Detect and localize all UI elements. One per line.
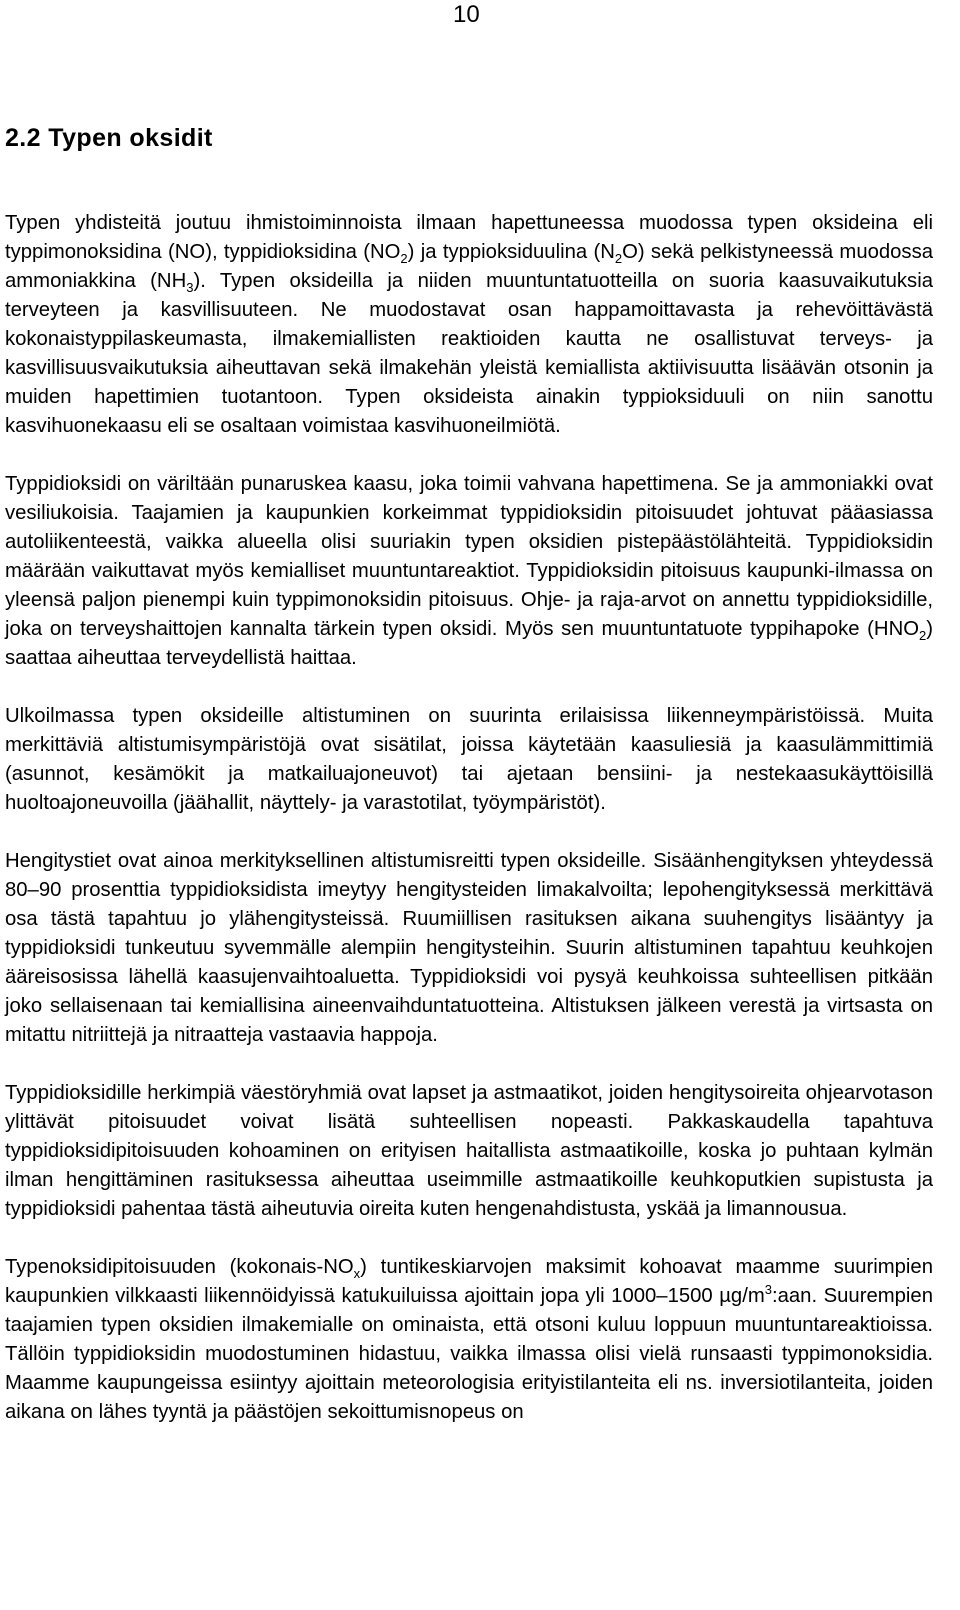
text-segment: ). Typen oksideilla ja niiden muuntuntatuotteilla on suoria kaasuvaikutuksia terveyteen ja kasvillisuuteen. Ne muodostavat osan happamoittavasta ja rehevöittävästä kokonaistyppilaskeumasta, ilmakemiallisten reaktioiden kautta ne osallistuvat terveys- ja kasvillisuusvaikutuksia aiheuttavan sekä ilmakehän yleistä kemiallista aktiivisuutta lisäävän otsonin ja muiden hapettimien tuotantoon. Typen oksideista ainakin typpioksiduuli on niin sanottu kasvihuonekaasu eli se osaltaan voimistaa kasvihuoneilmiötä. <box>5 270 933 437</box>
subscript: 3 <box>186 280 194 296</box>
section-heading: 2.2 Typen oksidit <box>5 124 213 152</box>
paragraph-typen-yhdisteet <box>5 209 933 441</box>
page-number: 10 <box>453 1 480 28</box>
paragraph-herkat-ryhmat <box>5 1079 933 1224</box>
text-segment: ) tuntikeskiarvojen maksimit kohoavat maamme suurimpien kaupunkien vilkkaasti liikennöidyissä katukuiluissa ajoittain jopa yli 1000–1500 µg/m <box>5 1256 933 1307</box>
subscript: x <box>353 1266 361 1282</box>
paragraph-ulkoilma <box>5 702 933 818</box>
text-segment: Typen yhdisteitä joutuu ihmistoiminnoista ilmaan hapettuneessa muodossa typen oksideina eli typpimonoksidina (NO), typpidioksidina (NO <box>5 212 933 263</box>
paragraph-hengitystiet <box>5 847 933 1050</box>
subscript: 2 <box>614 251 623 267</box>
text-segment: Ulkoilmassa typen oksideille altistuminen on suurinta erilaisissa liikenneympäristöissä. Muita merkittäviä altistumisympäristöjä ovat sisätilat, joissa käytetään kaasuliesiä ja kaasulämmittimiä (asunnot, kesämökit ja matkailuajoneuvot) tai ajetaan bensiini- ja nestekaasukäyttöisillä huoltoajoneuvoilla (jäähallit, näyttely- ja varastotilat, työympäristöt). <box>5 705 933 814</box>
superscript: 3 <box>764 1282 772 1298</box>
subscript: 2 <box>400 251 408 267</box>
text-segment: :aan. Suurempien taajamien typen oksidien ilmakemialle on ominaista, että otsoni kuluu loppuun muuntuntareaktioissa. Tällöin typpidioksidin muodostuminen hidastuu, vaikka ilmassa olisi vielä runsaasti typpimonoksidia. Maamme kaupungeissa esiintyy ajoittain meteorologisia erityistilanteita eli ns. inversiotilanteita, joiden aikana on lähes tyyntä ja päästöjen sekoittumisnopeus on <box>5 1285 933 1423</box>
text-segment: Typenoksidipitoisuuden (kokonais-NO <box>5 1256 354 1278</box>
text-segment: Typpidioksidi on väriltään punaruskea kaasu, joka toimii vahvana hapettimena. Se ja ammoniakki ovat vesiliukoisia. Taajamien ja kaupunkien korkeimmat typpidioksidin pitoisuudet johtuvat pääasiassa autoliikenteestä, vaikka alueella olisi suuriakin typen oksidien pistepäästölähteitä. Typpidioksidin määrään vaikuttavat myös kemialliset muuntuntareaktiot. Typpidioksidin pitoisuus kaupunki-ilmassa on yleensä paljon pienempi kuin typpimonoksidin pitoisuus. Ohje- ja raja-arvot on annettu typpidioksidille, joka on terveyshaittojen kannalta tärkein typen oksidi. Myös sen muuntuntatuote typpihapoke (HNO <box>5 473 933 640</box>
text-segment: O) sekä pelkistyneessä muodossa ammoniakkina (NH <box>5 241 933 292</box>
document-body <box>5 122 933 1427</box>
paragraph-typenoksidipitoisuus <box>5 1253 933 1427</box>
text-segment: ) ja typpioksiduulina (N <box>407 241 615 263</box>
text-segment: ) saattaa aiheuttaa terveydellistä haittaa. <box>5 618 933 669</box>
subscript: 2 <box>919 628 927 644</box>
text-segment: Hengitystiet ovat ainoa merkityksellinen altistumisreitti typen oksideille. Sisäänhengityksen yhteydessä 80–90 prosenttia typpidioksidista imeytyy hengitysteiden limakalvoilta; lepohengityksessä merkittävä osa tästä tapahtuu jo ylähengitysteissä. Ruumiillisen rasituksen aikana suuhengitys lisääntyy ja typpidioksidi tunkeutuu syvemmälle alempiin hengitysteihin. Suurin altistuminen tapahtuu keuhkojen ääreisosissa lähellä kaasujenvaihtoaluetta. Typpidioksidi voi pysyä keuhkoissa suhteellisen pitkään joko sellaisenaan tai kemiallisina aineenvaihduntatuotteina. Altistuksen jälkeen verestä ja virtsasta on mitattu nitriittejä ja nitraatteja vastaavia happoja. <box>5 850 933 1046</box>
paragraph-typpidioksidi <box>5 470 933 673</box>
text-segment: Typpidioksidille herkimpiä väestöryhmiä ovat lapset ja astmaatikot, joiden hengitysoireita ohjearvotason ylittävät pitoisuudet voivat lisätä suhteellisen nopeasti. Pakkaskaudella tapahtuva typpidioksidipitoisuuden kohoaminen on erityisen haitallista astmaatikoille, koska jo puhtaan kylmän ilman hengittäminen rasituksessa aiheuttaa useimmille astmaatikoille keuhkoputkien supistusta ja typpidioksidi pahentaa tästä aiheutuvia oireita kuten hengenahdistusta, yskää ja limannousua. <box>5 1082 933 1220</box>
